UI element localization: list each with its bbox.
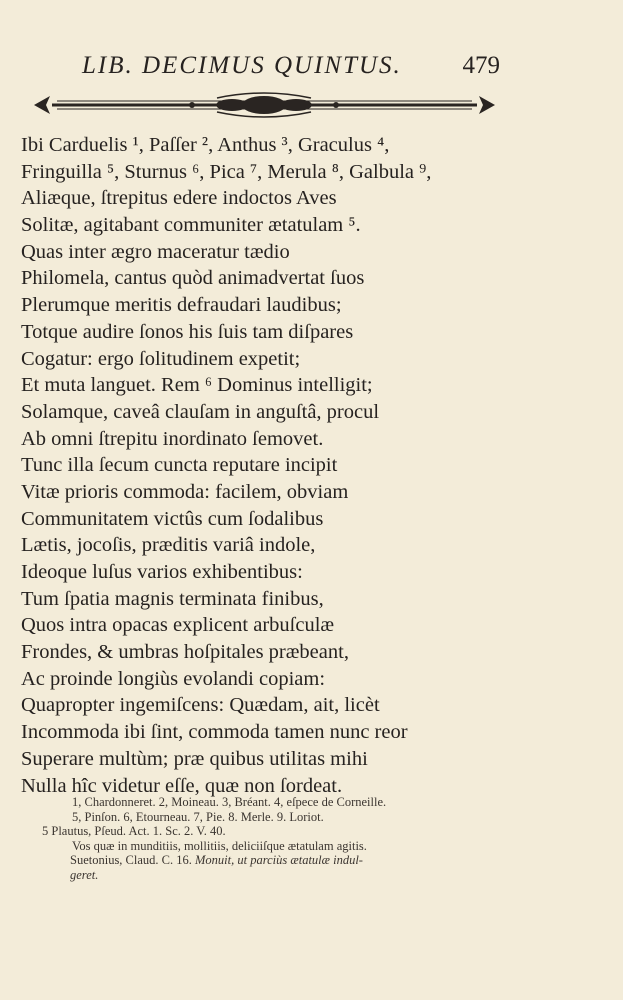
verse-line: Nulla hîc videtur eſſe, quæ non ſordeat. bbox=[21, 774, 343, 797]
verse-line: Cogatur: ergo ſolitudinem expetit; bbox=[21, 347, 301, 370]
verse-line: Plerumque meritis defraudari laudibus; bbox=[21, 294, 342, 317]
verse-line: Tum ſpatia magnis terminata finibus, bbox=[21, 587, 324, 610]
footnote-line: 5, Pinſon. 6, Etourneau. 7, Pie. 8. Merle. 9. Loriot. bbox=[72, 809, 324, 824]
verse-line: Tunc illa ſecum cuncta reputare incipit bbox=[21, 454, 338, 477]
verse-line: Quos intra opacas explicent arbuſculæ bbox=[21, 614, 335, 637]
verse-line: Solitæ, agitabant communiter ætatulam ⁵. bbox=[21, 214, 361, 237]
verse-line: Ab omni ſtrepitu inordinato ſemovet. bbox=[21, 427, 324, 450]
verse-line: Totque audire ſonos his ſuis tam diſpares bbox=[21, 320, 354, 343]
verse-line: Philomela, cantus quòd animadvertat ſuos bbox=[21, 267, 365, 290]
footnote-source: Suetonius, Claud. C. 16. bbox=[70, 853, 192, 868]
verse-line: Lætis, jocoſis, præditis variâ indole, bbox=[21, 534, 316, 557]
verse-line: Incommoda ibi ſint, commoda tamen nunc reor bbox=[21, 721, 408, 744]
footnote-line: Vos quæ in munditiis, mollitiis, deliciiſque ætatulam agitis. bbox=[72, 838, 367, 853]
footnote-line: 1, Chardonneret. 2, Moineau. 3, Bréant. 4, eſpece de Corneille. bbox=[72, 795, 387, 809]
footnote-line: 5 Plautus, Pſeud. Act. 1. Sc. 2. V. 40. bbox=[42, 824, 226, 839]
running-title: LIB. DECIMUS QUINTUS. bbox=[82, 52, 402, 79]
verse-line: Vitæ prioris commoda: facilem, obviam bbox=[21, 480, 349, 503]
footnotes bbox=[44, 795, 514, 883]
verse-line: Superare multùm; præ quibus utilitas mihi bbox=[21, 747, 368, 770]
footnote-quote: Monuit, ut parciùs ætatulæ indul- bbox=[195, 853, 363, 868]
verse-line: Fringuilla ⁵, Sturnus ⁶, Pica ⁷, Merula ⁸, Galbula ⁹, bbox=[21, 160, 432, 183]
footnote-line: geret. bbox=[70, 867, 99, 882]
verse-line: Ac proinde longiùs evolandi copiam: bbox=[21, 667, 326, 690]
page-number: 479 bbox=[462, 52, 500, 79]
footnote-line bbox=[44, 853, 514, 868]
verse-line: Solamque, caveâ clauſam in anguſtâ, procul bbox=[21, 400, 380, 423]
verse-line: Quapropter ingemiſcens: Quædam, ait, licèt bbox=[21, 694, 380, 717]
verse-line: Frondes, & umbras hoſpitales præbeant, bbox=[21, 641, 349, 664]
verse-line: Communitatem victûs cum ſodalibus bbox=[21, 507, 324, 530]
ornament-divider-icon bbox=[32, 92, 497, 118]
verse-line: Quas inter ægro maceratur tædio bbox=[21, 240, 290, 263]
verse-line: Ibi Carduelis ¹, Paſſer ², Anthus ³, Graculus ⁴, bbox=[21, 134, 390, 156]
verse-line: Ideoque luſus varios exhibentibus: bbox=[21, 561, 303, 583]
verse-text bbox=[21, 132, 481, 799]
verse-line: Et muta languet. Rem ⁶ Dominus intelligit; bbox=[21, 374, 373, 397]
verse-line: Aliæque, ſtrepitus edere indoctos Aves bbox=[21, 187, 337, 210]
